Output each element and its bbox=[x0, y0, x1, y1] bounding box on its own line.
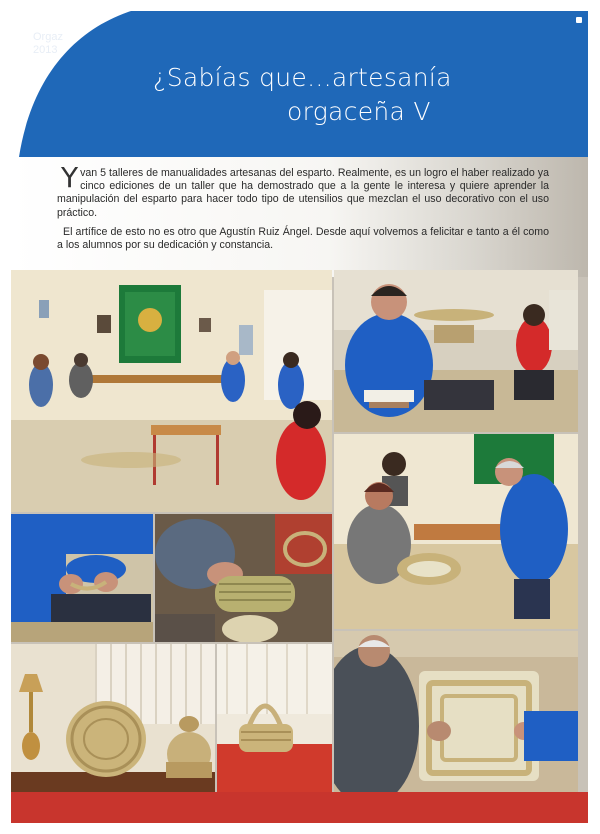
photo-weaving-closeup bbox=[334, 631, 578, 792]
article-paragraph-1: Y van 5 talleres de manualidades artesanas del esparto. Realmente, es un logro el haber realizado ya cinco ediciones de un taller que ha demostrado que a la gente le interesa y quiere aprender la manipulación del esparto para hacer todo tipo de utensilios que mezclan el uso decorativo con el uso práctico. bbox=[57, 161, 549, 219]
issue-label bbox=[33, 31, 63, 57]
photo-finished-baskets bbox=[11, 644, 215, 792]
photo-esparto-roll bbox=[155, 514, 332, 642]
photo-classroom bbox=[11, 270, 332, 512]
page-title-line2: orgaceña V bbox=[287, 97, 431, 126]
article-body bbox=[57, 161, 549, 258]
page-title-line1: ¿Sabías que...artesanía bbox=[153, 63, 452, 92]
header-band bbox=[11, 11, 588, 157]
footer-band bbox=[11, 792, 588, 823]
drop-cap: Y bbox=[61, 161, 79, 194]
corner-mark bbox=[576, 17, 582, 23]
photo-handled-basket bbox=[217, 644, 332, 792]
issue-town: Orgaz bbox=[33, 31, 63, 43]
magazine-page bbox=[11, 11, 588, 823]
photo-hands-weaving-1 bbox=[11, 514, 153, 642]
photo-man-weaving bbox=[334, 270, 578, 432]
article-text-band bbox=[11, 157, 588, 277]
photo-instructor-helping bbox=[334, 434, 578, 629]
article-paragraph-2: El artífice de esto no es otro que Agustín Ruiz Ángel. Desde aquí volvemos a felicitar e tanto a él como a los alumnos por su dedicación y constancia. bbox=[57, 225, 549, 252]
issue-year: 2013 bbox=[33, 44, 58, 56]
